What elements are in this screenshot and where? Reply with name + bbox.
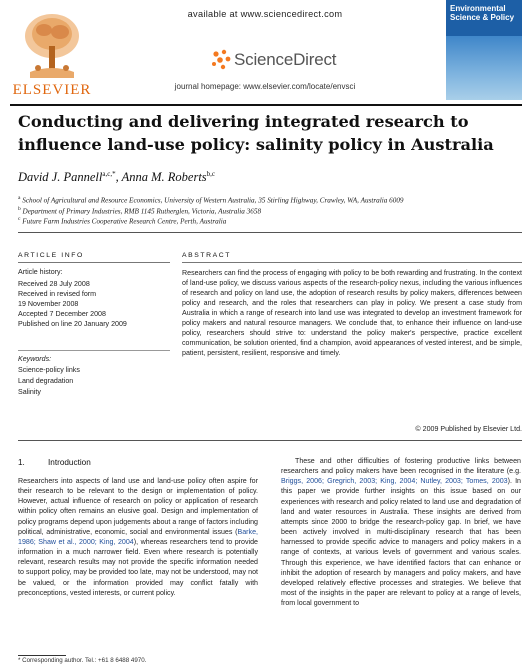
section-heading xyxy=(18,458,91,467)
history-item: 19 November 2008 xyxy=(18,300,79,308)
affiliation xyxy=(18,195,518,204)
affiliation xyxy=(18,216,518,225)
cover-title: Environmental Science & Policy xyxy=(450,4,515,22)
history-item: Published on line 20 January 2009 xyxy=(18,320,127,328)
keywords-rule xyxy=(18,350,170,351)
author-marks: b,c xyxy=(206,170,216,178)
keyword: Land degradation xyxy=(18,377,74,385)
footnote: * Corresponding author. Tel.: +61 8 6488 4970. xyxy=(18,657,147,664)
availability-line: available at www.sciencedirect.com xyxy=(187,9,343,19)
article-info-heading: ARTICLE INFO xyxy=(18,252,84,259)
history-label: Article history: xyxy=(18,268,63,276)
history-item: Received in revised form xyxy=(18,290,97,298)
elsevier-tree-icon xyxy=(22,10,82,80)
paragraph-text: ). In this paper we provide further insights on this issue based on our experiences with research and policy related to land use and degradation of land and water resources in Australia. These insights are derived from attempts since 2000 to bridge the research-policy gap. In brief, we have been actively involved in multi-disciplinary research that has been harnessed to provide specific advice to managers and policy makers in a range of contexts, at various levels of government and various scales. Through this experience, we have identified factors that can enhance or inhibit the adoption of research by managers and policy makers, and have developed relatively effective processes and strategies. We believe that most of the insights in the paper are relevant to policy at a range of levels, from local government to xyxy=(281,477,521,608)
affiliation-mark: a xyxy=(18,195,21,201)
author-name: Anna M. Roberts xyxy=(121,170,207,185)
history-item: Received 28 July 2008 xyxy=(18,280,90,288)
citation-link[interactable]: Barke, 1986; Shaw et al., 2000; King, 2004 xyxy=(18,527,258,546)
author-list: David J. Pannell$^{a,c,*}$, Anna M. Roberts$^{b,c}$ xyxy=(18,170,216,185)
journal-cover xyxy=(446,0,522,100)
abstract-heading: ABSTRACT xyxy=(182,252,232,259)
body-column-right xyxy=(281,456,521,608)
sciencedirect-name: ScienceDirect xyxy=(234,50,337,69)
journal-homepage: journal homepage: www.elsevier.com/locate/envsci xyxy=(174,82,356,91)
sciencedirect-dots-icon xyxy=(210,48,232,70)
publisher-logo xyxy=(10,8,94,102)
title-rule xyxy=(18,232,522,233)
affiliation-mark: c xyxy=(18,216,21,222)
paragraph-text: Researchers into aspects of land use and land-use policy often aspire for their research to be relevant to the design or implementation of policy. However, actual influence of research on policy or application of research within policy often remains an elusive goal. Design and implementation of policy programs depend upon judgements about a range of factors including political, administrative, economic, social and environmental issues ( xyxy=(18,477,258,536)
article-info-rule xyxy=(18,262,170,263)
history-item: Accepted 7 December 2008 xyxy=(18,310,106,318)
footnote-rule xyxy=(18,655,66,656)
abstract-bottom-rule xyxy=(18,440,522,441)
author-marks: a,c,* xyxy=(102,170,116,178)
affiliation-text: Department of Primary Industries, RMB 1145 Rutherglen, Victoria, Australia 3658 xyxy=(22,207,262,216)
abstract-rule xyxy=(182,262,522,263)
citation-link[interactable]: Briggs, 2006; Gregrich, 2003; King, 2004; Nutley, 2003; Tomes, 2003 xyxy=(281,477,508,486)
sciencedirect-logo xyxy=(210,44,350,76)
body-column-left xyxy=(18,476,258,598)
author-name: David J. Pannell xyxy=(18,170,103,185)
copyright-line: © 2009 Published by Elsevier Ltd. xyxy=(415,425,522,433)
section-number: 1. xyxy=(18,458,25,467)
affiliation-text: Future Farm Industries Cooperative Research Centre, Perth, Australia xyxy=(22,217,227,226)
article-title: Conducting and delivering integrated research to influence land-use policy: salinity policy in Australia xyxy=(18,112,494,154)
affiliation xyxy=(18,206,518,215)
abstract-text: Researchers can find the process of engaging with policy to be both rewarding and frustrating. In the context of land-use policy, we discuss various aspects of the research-policy nexus, including the various influences of research and policy on land use, the adoption of research results by policy makers, differences between policy and research, and the roles that researchers can play in policy. We present a case study from Australia in which a range of research into land use was integrated to develop an investment framework for policy makers and natural resource managers. We conclude that, to enhance their influence on land-use policy, researchers should strive to: understand the policy maker's perspective, practice excellent communication, be solution oriented, find a champion, avoid appearances of vested interest, and be simple, patient, persistent, resilient, responsive and timely. xyxy=(182,269,522,358)
keyword: Salinity xyxy=(18,388,41,396)
paragraph-text: These and other difficulties of fostering productive links between researchers and policy makers have been recognised in the literature (e.g. xyxy=(281,457,521,476)
publisher-name: ELSEVIER xyxy=(12,82,92,98)
keyword: Science-policy links xyxy=(18,366,80,374)
paragraph-text: ), whereas researchers tend to provide information in a much narrower field. Even where research is potentially relevant, research results may not provide the specific information needed to support policy, may be provided too late, may not be understood, may not be valued, or the information provided may conflict fatally with preconceptions, vested interests, or current policy. xyxy=(18,537,258,597)
header-rule xyxy=(10,104,522,106)
keywords-label: Keywords: xyxy=(18,355,52,363)
affiliation-mark: b xyxy=(18,206,21,212)
affiliation-text: School of Agricultural and Resource Economics, University of Western Australia, 35 Stirling Highway, Crawley, WA, Australia 6009 xyxy=(22,196,404,205)
section-title: Introduction xyxy=(48,458,91,467)
